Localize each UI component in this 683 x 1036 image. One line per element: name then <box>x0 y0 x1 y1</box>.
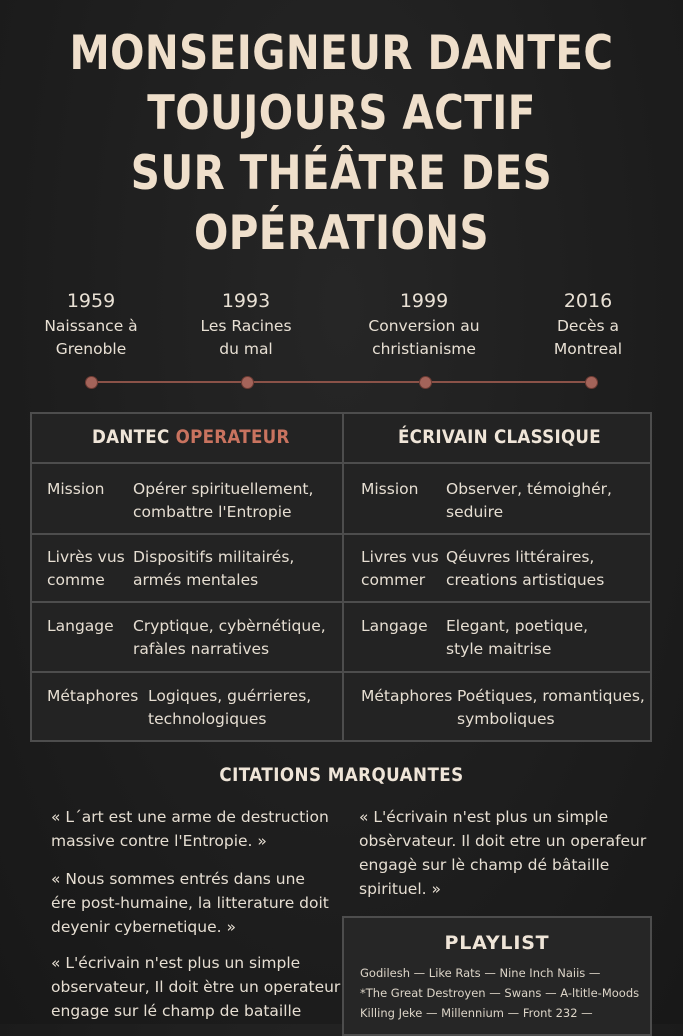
timeline-axis <box>91 381 591 383</box>
quote <box>51 867 329 939</box>
timeline-dot <box>241 376 254 389</box>
row-label <box>361 685 452 708</box>
left-column-header <box>92 426 290 448</box>
row-value <box>457 685 645 731</box>
row-label <box>47 546 125 592</box>
label-text: Livres vus <box>361 548 439 566</box>
timeline-year: 1993 <box>221 290 271 312</box>
timeline-item <box>171 288 321 361</box>
row-divider <box>32 601 650 603</box>
value-text: symboliques <box>457 710 555 728</box>
quote-line: « L'écrivain n'est plus un simple <box>359 808 609 826</box>
value-text: Qéuvres littéraires, <box>446 548 595 566</box>
quote-line: « L'écrivain n'est plus un simple <box>51 954 301 972</box>
row-label <box>47 478 104 501</box>
label-text: Langage <box>47 617 114 635</box>
timeline-dot <box>585 376 598 389</box>
quote-line: ére post-humaine, la litterature doit <box>51 894 329 912</box>
timeline-dot <box>419 376 432 389</box>
value-text: style maitrise <box>446 640 552 658</box>
playlist-line: Killing Jeke — Millennium — Front 232 — <box>360 1006 593 1020</box>
header-text: DANTEC <box>92 426 176 448</box>
timeline-item <box>349 288 499 361</box>
title-line: TOUJOURS ACTIF <box>147 86 536 141</box>
row-label <box>361 478 418 501</box>
row-divider <box>32 671 650 673</box>
label-text: Métaphores <box>47 687 139 705</box>
label-text: commer <box>361 571 426 589</box>
quote <box>51 951 340 1023</box>
row-label <box>47 685 138 708</box>
row-value <box>133 615 326 661</box>
row-divider <box>32 462 650 464</box>
timeline-item <box>513 288 663 361</box>
value-text: armés mentales <box>133 571 259 589</box>
timeline-dot <box>85 376 98 389</box>
timeline-label: du mal <box>219 340 273 358</box>
row-label <box>361 546 439 592</box>
label-text: Mission <box>47 480 105 498</box>
timeline <box>0 288 683 398</box>
quote-line: deyenir cybernetique. » <box>51 918 236 936</box>
timeline-label: Les Racines <box>200 317 292 335</box>
label-text: Mission <box>361 480 419 498</box>
value-text: technologiques <box>148 710 267 728</box>
value-text: Dispositifs militairés, <box>133 548 295 566</box>
quote-line: « Nous sommes entrés dans une <box>51 870 305 888</box>
quote <box>359 805 646 901</box>
row-label <box>361 615 428 638</box>
right-column-header: ÉCRIVAIN CLASSIQUE <box>398 426 601 448</box>
timeline-label: Naissance à <box>44 317 138 335</box>
playlist-line: Godilesh — Like Rats — Nine Inch Naiis — <box>360 966 601 980</box>
quote-line: massive contre l'Entropie. » <box>51 832 267 850</box>
row-divider <box>32 533 650 535</box>
playlist-line: *The Great Destroyen — Swans — A-ltitle-Moods <box>360 986 640 1000</box>
row-label <box>47 615 114 638</box>
timeline-year: 1999 <box>399 290 449 312</box>
header-accent: OPERATEUR <box>175 426 290 448</box>
label-text: Langage <box>361 617 428 635</box>
value-text: Opérer spirituellement, <box>133 480 314 498</box>
quote-line: observateur, Il doit ètre un operateur <box>51 978 341 996</box>
timeline-year: 1959 <box>66 290 116 312</box>
timeline-label: christianisme <box>372 340 476 358</box>
title-line: SUR THÉÂTRE DES <box>130 146 553 201</box>
playlist-title: PLAYLIST <box>444 932 550 954</box>
row-value <box>148 685 311 731</box>
timeline-label: Conversion au <box>368 317 480 335</box>
timeline-label: Decès a <box>556 317 620 335</box>
row-value <box>446 478 612 524</box>
label-text: Livrès vus <box>47 548 125 566</box>
value-text: creations artistiques <box>446 571 605 589</box>
quote-line: engage sur lé champ de bataille <box>51 1002 302 1020</box>
row-value <box>133 478 313 524</box>
page-title <box>48 24 635 264</box>
playlist-box <box>342 916 652 1036</box>
value-text: seduire <box>446 503 504 521</box>
quote-line: obsèrvateur. Il doit etre un operafeur <box>359 832 647 850</box>
value-text: Poétiques, romantiques, <box>457 687 645 705</box>
timeline-label: Grenoble <box>55 340 127 358</box>
comparison-table <box>30 412 652 742</box>
title-line: MONSEIGNEUR DANTEC <box>69 26 614 81</box>
value-text: Cryptique, cybèrnétique, <box>133 617 326 635</box>
timeline-year: 2016 <box>563 290 613 312</box>
row-value <box>133 546 294 592</box>
label-text: Métaphores <box>361 687 453 705</box>
quotes-title: CITATIONS MARQUANTES <box>219 764 464 786</box>
title-line: OPÉRATIONS <box>193 206 490 261</box>
quote-line: engagè sur lè champ dé bâtaille <box>359 856 610 874</box>
quote-line: « L´art est une arme de destruction <box>51 808 329 826</box>
value-text: Logiques, guérrieres, <box>148 687 312 705</box>
quote-line: spirituel. » <box>359 880 441 898</box>
value-text: rafàles narratives <box>133 640 270 658</box>
value-text: combattre l'Entropie <box>133 503 292 521</box>
label-text: comme <box>47 571 105 589</box>
value-text: Observer, témoighér, <box>446 480 612 498</box>
timeline-item <box>16 288 166 361</box>
row-value <box>446 546 604 592</box>
quote <box>51 805 329 853</box>
row-value <box>446 615 588 661</box>
value-text: Elegant, poetique, <box>446 617 589 635</box>
timeline-label: Montreal <box>553 340 623 358</box>
